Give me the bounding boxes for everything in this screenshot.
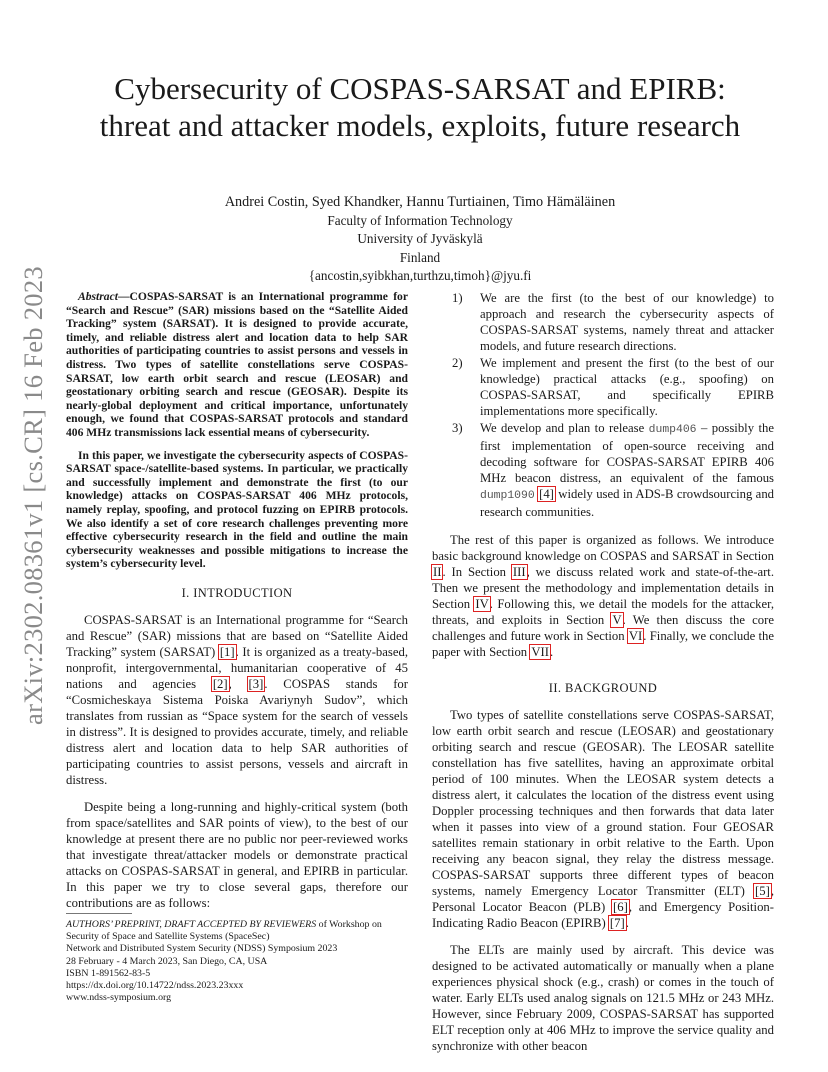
citation-link[interactable]: [5]: [755, 884, 770, 898]
abstract-paragraph-1: [66, 290, 408, 440]
code-dump406: dump406: [648, 424, 697, 436]
section-link[interactable]: III: [512, 565, 526, 579]
organization-paragraph: [432, 532, 774, 660]
bg-text: , Personal Locator Beacon (PLB): [432, 884, 774, 914]
list-number: 3): [452, 421, 463, 435]
arxiv-stamp-text: arXiv:2302.08361v1 [cs.CR] 16 Feb 2023: [17, 265, 48, 725]
footnote-line-3: 28 February - 4 March 2023, San Diego, CA, USA: [66, 955, 268, 967]
arxiv-stamp: [8, 265, 58, 725]
footnote-url[interactable]: www.ndss-symposium.org: [66, 992, 172, 1004]
org-text: The rest of this paper is organized as follows. We introduce basic background knowledge on COSPAS and SARSAT in Section: [432, 533, 774, 563]
footnote-italic: AUTHORS’ PREPRINT, DRAFT ACCEPTED BY REVIEWERS: [66, 919, 317, 930]
author-names: Andrei Costin, Syed Khandker, Hannu Turtiainen, Timo Hämäläinen: [224, 194, 616, 210]
bg-text: .: [625, 916, 629, 930]
org-text: . Following this, we detail the models for the attacker, threats, and exploits in Section: [432, 597, 774, 627]
section-heading-introduction: [66, 585, 408, 601]
intro-text: ,: [228, 676, 248, 691]
list-number: 2): [452, 356, 463, 370]
list-text: We are the first (to the best of our knowledge) to approach and research the cybersecurity aspects of COSPAS-SARSAT systems, namely threat and attacker models, and future research directions.: [480, 291, 774, 353]
citation-link[interactable]: [1]: [219, 644, 235, 659]
org-text: , we discuss related work and state-of-the-art. Then we present the methodology and implementation details in Section: [432, 565, 774, 611]
list-item: [432, 290, 774, 354]
section-heading-background: [432, 680, 774, 696]
intro-text: . COSPAS stands for “Cosmicheskaya Sistema Poiska Avariynyh Sudov”, which translates from russian as “Space system for the search of vessels in distress”. It is designed to provides accurate, timely, and reliable distress alert and location data to help SAR authorities of participating countries to assist persons, vessels and aircraft in distress.: [66, 676, 408, 787]
citation-link[interactable]: [6]: [613, 900, 628, 914]
affiliation-university: University of Jyväskylä: [357, 231, 483, 246]
abstract-label: Abstract: [78, 290, 118, 303]
list-text: We implement and present the first (to the best of our knowledge) practical attacks (e.g., spoofing) on COSPAS-SARSAT, and specifically EPIRB implementations more specifically.: [480, 356, 774, 418]
section-link[interactable]: V: [612, 613, 622, 627]
list-text-part: widely used in ADS-B crowdsourcing and research communities.: [480, 487, 775, 519]
section-heading-rest: NTRODUCTION: [197, 585, 293, 600]
bg-text: Two types of satellite constellations serve COSPAS-SARSAT, low earth orbit search and rescue (LEOSAR) and geostationary orbiting search and rescue (GEOSAR). The LEOSAR satellite constellation has five satellites, having an approximate orbital period of 100 minutes. When the LEOSAR system detects a distress alert, it calculates the location of the distress event using Doppler processing techniques and then forwards that data later when it passes into view of a ground station. Four GEOSAR satellites remain stationary in orbit relative to the Earth. Upon receiving any beacon signal, they relay the distress message. COSPAS-SARSAT supports three different types of beacon systems, namely Emergency Locator Transmitter (ELT): [432, 708, 774, 898]
list-text-part: We develop and plan to release: [480, 421, 649, 435]
section-numeral: I.: [181, 585, 190, 600]
section-link[interactable]: VII: [531, 645, 549, 659]
citation-link[interactable]: [7]: [609, 916, 625, 930]
intro-paragraph-1: [66, 612, 408, 788]
intro-paragraph-2: Despite being a long-running and highly-critical system (both from space/satellites and SAR points of view), to the best of our knowledge at present there are no public nor peer-reviewed works that investigate threat/attacker models or demonstrate practical attacks on COSPAS-SARSAT in general, and EPIRB in particular. In this paper we try to close several gaps, therefore our contributions are as follows:: [66, 799, 408, 910]
left-column: [66, 290, 408, 911]
intro-text: . It is organized as a treaty-based, nonprofit, intergovernmental, humanitarian cooperative of 45 nations and agencies: [66, 644, 408, 691]
section-numeral: II.: [548, 681, 562, 695]
section-link[interactable]: VI: [628, 629, 643, 643]
paper-title: [60, 70, 780, 144]
org-text: . In Section: [442, 565, 512, 579]
code-dump1090: dump1090: [480, 490, 535, 502]
footnote-line-2: Network and Distributed System Security (NDSS) Symposium 2023: [66, 943, 338, 955]
footnote-line-1: [66, 919, 408, 943]
bg-text: , and Emergency Position-Indicating Radio Beacon (EPIRB): [432, 900, 774, 930]
author-block: [160, 193, 680, 286]
citation-link[interactable]: [4]: [539, 487, 554, 501]
org-text: . Finally, we conclude the paper with Section: [432, 629, 774, 659]
section-link[interactable]: II: [433, 565, 442, 579]
section-heading-rest: ACKGROUND: [573, 681, 658, 695]
intro-text: COSPAS-SARSAT is an International programme for “Search and Rescue” (SAR) missions that are based on “Satellite Aided Tracking” system (SARSAT): [66, 612, 408, 659]
affiliation-faculty: Faculty of Information Technology: [327, 212, 513, 228]
section-link[interactable]: IV: [475, 597, 489, 611]
abstract-paragraph-2: In this paper, we investigate the cybersecurity aspects of COSPAS-SARSAT space-/satellite-based systems. In particular, we practically and successfully implement and demonstrate the first (to our knowledge) attacks on COSPAS-SARSAT 406 MHz protocols, namely replay, spoofing, and protocol fuzzing on EPIRB protocols. We also identify a set of core research challenges preventing more effective cybersecurity research in the field and outline the main cybersecurity weaknesses and possible mitigations to increase the system’s cybersecurity level.: [66, 448, 408, 571]
section-heading-first: I: [193, 585, 198, 600]
list-item: [432, 355, 774, 419]
list-text: [480, 420, 774, 520]
abstract-text-1: —COSPAS-SARSAT is an International programme for “Search and Rescue” (SAR) missions based on the “Satellite Aided Tracking” system (SARSAT). It is designed to provide accurate, timely, and reliable distress alert and location data to help SAR authorities of participating countries to assist persons and vessels in distress. Two types of satellite constellations serve COSPAS-SARSAT, low earth orbit search and rescue (LEOSAR) and geostationary orbiting search and rescue (GEOSAR). Despite its nearly-global deployment and critical importance, unfortunately enough, we found that COSPAS-SARSAT protocols and standard 406 MHz transmissions lack essential means of cybersecurity.: [66, 290, 408, 439]
footnote-rule: [66, 913, 132, 914]
footnote: [66, 919, 408, 1004]
affiliation-country: Finland: [399, 249, 441, 265]
list-text-part: – possibly the first implementation of open-source receiving and decoding software for COSPAS-SARSAT EPIRB 406 MHz beacon distress, an equivalent of the famous: [480, 421, 774, 485]
title-line-1: Cybersecurity of COSPAS-SARSAT and EPIRB:: [114, 71, 726, 106]
org-text: .: [549, 645, 554, 659]
right-column: [432, 290, 774, 1054]
title-line-2: threat and attacker models, exploits, future research: [99, 108, 741, 143]
list-item: [432, 420, 774, 520]
footnote-line-4: ISBN 1-891562-83-5: [66, 967, 151, 979]
citation-link[interactable]: [3]: [248, 676, 264, 691]
footnote-doi[interactable]: https://dx.doi.org/10.14722/ndss.2023.23xxx: [66, 980, 244, 992]
background-paragraph-2: The ELTs are mainly used by aircraft. This device was designed to be activated automatically or manually when a plane experiences physical shock (e.g., crash) or comes in the touch of water. Early ELTs used analog signals on 121.5 MHz or 243 MHz. However, since February 2009, COSPAS-SARSAT has supported ELT reception only at 406 MHz to improve the service quality and synchronize with other beacon: [432, 943, 774, 1053]
section-heading-first: B: [564, 681, 574, 695]
footnote-venue: of Workshop on Security of Space and Satellite Systems (SpaceSec): [66, 919, 382, 943]
citation-link[interactable]: [2]: [212, 676, 228, 691]
org-text: . We then discuss the core challenges and future work in Section: [432, 613, 774, 643]
background-paragraph-1: [432, 707, 774, 931]
list-number: 1): [452, 291, 463, 305]
author-emails: {ancostin,syibkhan,turthzu,timoh}@jyu.fi: [308, 268, 532, 283]
contributions-list: [432, 290, 774, 520]
